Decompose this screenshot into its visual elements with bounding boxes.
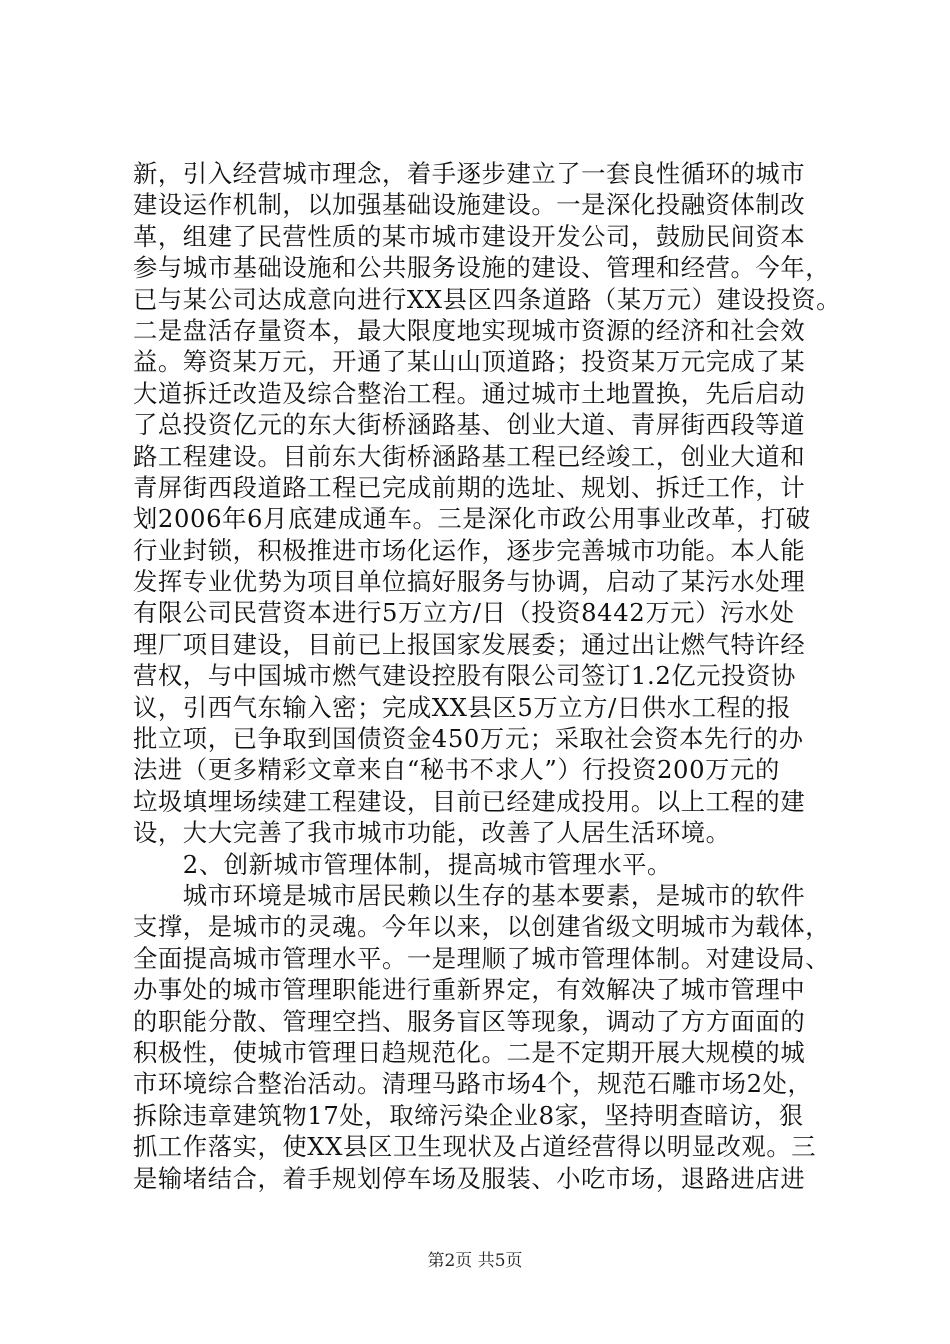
text-line: 新，引入经营城市理念，着手逐步建立了一套良性循环的城市 xyxy=(133,159,806,188)
text-line: 革，组建了民营性质的某市城市建设开发公司，鼓励民间资本 xyxy=(133,221,806,251)
text-line: 支撑，是城市的灵魂。今年以来，以创建省级文明城市为载体， xyxy=(133,912,831,942)
text-line: 全面提高城市管理水平。一是理顺了城市管理体制。对建设局、 xyxy=(133,943,831,973)
text-line: 市环境综合整治活动。清理马路市场4个，规范石雕市场2处， xyxy=(133,1069,813,1099)
text-line: 益。筹资某万元，开通了某山山顶道路；投资某万元完成了某 xyxy=(133,347,806,377)
text-line: 参与城市基础设施和公共服务设施的建设、管理和经营。今年， xyxy=(133,253,831,283)
text-line: 二是盘活存量资本，最大限度地实现城市资源的经济和社会效 xyxy=(133,315,806,345)
text-line: 垃圾填埋场续建工程建设，目前已经建成投用。以上工程的建 xyxy=(133,786,806,816)
text-line: 积极性，使城市管理日趋规范化。二是不定期开展大规模的城 xyxy=(133,1037,806,1067)
text-line: 了总投资亿元的东大街桥涵路基、创业大道、青屏街西段等道 xyxy=(133,410,806,440)
text-line: 批立项，已争取到国债资金450万元；采取社会资本先行的办 xyxy=(133,724,804,754)
text-line: 2、创新城市管理体制，提高城市管理水平。 xyxy=(133,849,672,879)
page-footer: 第2页 共5页 xyxy=(427,1251,523,1271)
text-line: 议，引西气东输入密；完成XX县区5万立方/日供水工程的报 xyxy=(133,692,792,722)
text-line: 理厂项目建设，目前已上报国家发展委；通过出让燃气特许经 xyxy=(133,629,806,659)
text-line: 城市环境是城市居民赖以生存的基本要素，是城市的软件 xyxy=(133,880,806,910)
text-line: 办事处的城市管理职能进行重新界定，有效解决了城市管理中 xyxy=(133,975,806,1005)
text-line: 青屏街西段道路工程已完成前期的选址、规划、拆迁工作，计 xyxy=(133,472,806,502)
text-line: 行业封锁，积极推进市场化运作，逐步完善城市功能。本人能 xyxy=(133,535,806,565)
text-line: 是输堵结合，着手规划停车场及服装、小吃市场，退路进店进 xyxy=(133,1163,806,1193)
text-line: 有限公司民营资本进行5万立方/日（投资8442万元）污水处 xyxy=(133,598,795,628)
text-line: 划2006年6月底建成通车。三是深化市政公用事业改革，打破 xyxy=(133,504,811,534)
text-line: 建设运作机制，以加强基础设施建设。一是深化投融资体制改 xyxy=(133,190,806,220)
text-line: 拆除违章建筑物17处，取缔污染企业8家，坚持明查暗访，狠 xyxy=(133,1100,804,1130)
text-line: 发挥专业优势为项目单位搞好服务与协调，启动了某污水处理 xyxy=(133,567,806,597)
text-line: 法进（更多精彩文章来自“秘书不求人”）行投资200万元的 xyxy=(133,755,780,785)
body-text xyxy=(133,158,853,1194)
text-line: 营权，与中国城市燃气建设控股有限公司签订1.2亿元投资协 xyxy=(133,661,796,691)
text-line: 已与某公司达成意向进行XX县区四条道路（某万元）建设投资。 xyxy=(133,284,842,314)
text-line: 路工程建设。目前东大街桥涵路基工程已经竣工，创业大道和 xyxy=(133,441,806,471)
text-line: 设，大大完善了我市城市功能，改善了人居生活环境。 xyxy=(133,818,731,848)
text-line: 的职能分散、管理空挡、服务盲区等现象，调动了方方面面的 xyxy=(133,1006,806,1036)
text-line: 大道拆迁改造及综合整治工程。通过城市土地置换，先后启动 xyxy=(133,378,806,408)
text-line: 抓工作落实，使XX县区卫生现状及占道经营得以明显改观。三 xyxy=(133,1132,817,1162)
